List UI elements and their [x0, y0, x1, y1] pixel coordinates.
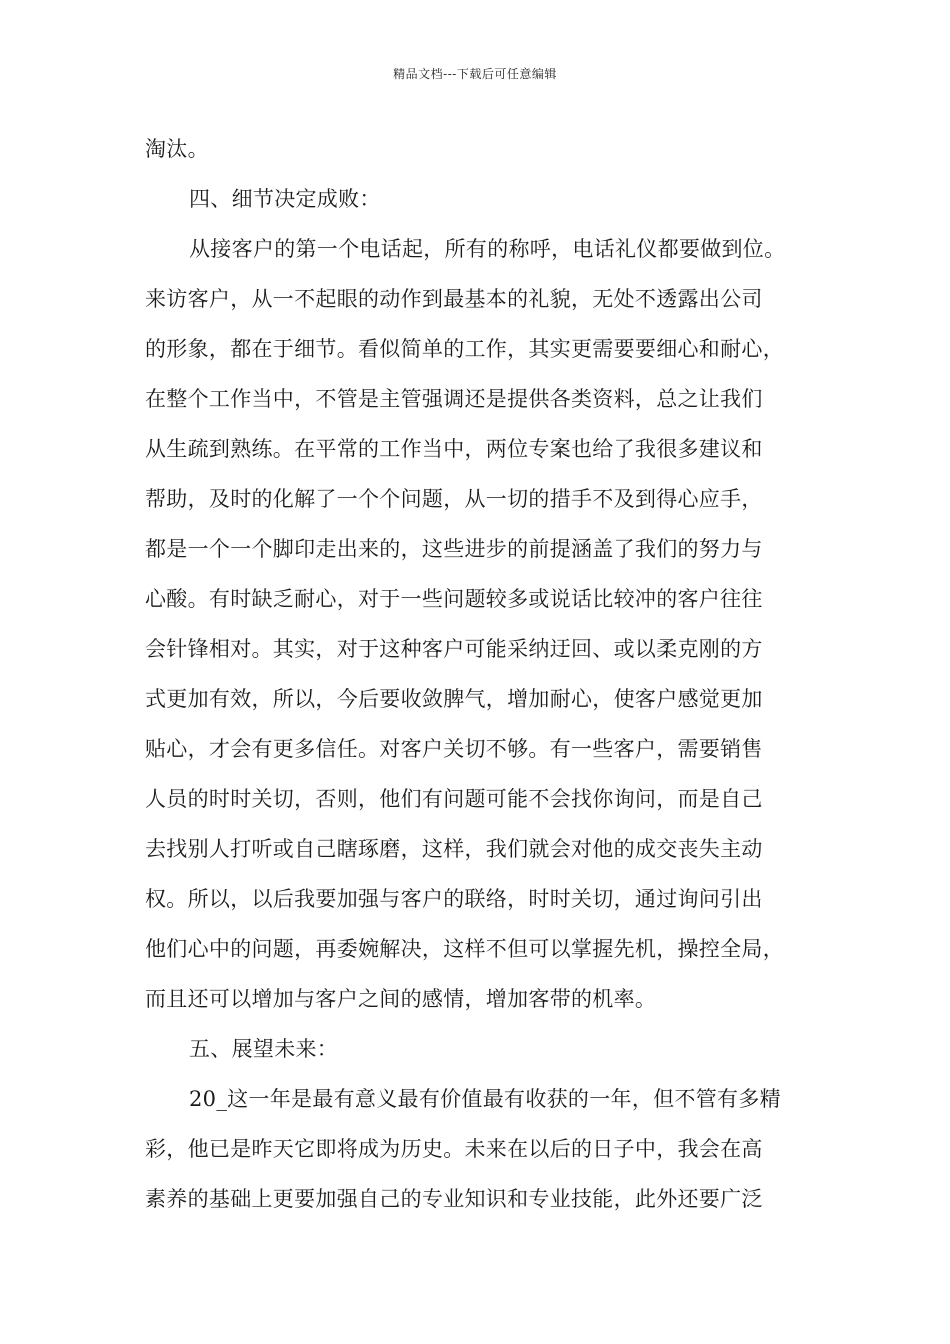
text-line: 贴心，才会有更多信任。对客户关切不够。有一些客户，需要销售	[145, 737, 763, 761]
section-heading-4: 四、细节决定成败：	[189, 187, 381, 211]
document-body	[145, 124, 825, 1224]
text-line: 淘汰。	[145, 137, 209, 161]
text-line: 都是一个一个脚印走出来的，这些进步的前提涵盖了我们的努力与	[145, 537, 763, 561]
text-line: 从生疏到熟练。在平常的工作当中，两位专案也给了我很多建议和	[145, 437, 763, 461]
text-line: 素养的基础上更要加强自己的专业知识和专业技能，此外还要广泛	[145, 1187, 763, 1211]
text-line: 式更加有效，所以，今后要收敛脾气，增加耐心，使客户感觉更加	[145, 687, 763, 711]
text-line: 而且还可以增加与客户之间的感情，增加客带的机率。	[145, 987, 657, 1011]
text-line: 人员的时时关切，否则，他们有问题可能不会找你询问，而是自己	[145, 787, 763, 811]
text-line: 权。所以，以后我要加强与客户的联络，时时关切，通过询问引出	[145, 887, 763, 911]
text-line: 会针锋相对。其实，对于这种客户可能采纳迂回、或以柔克刚的方	[145, 637, 763, 661]
text-line: 在整个工作当中，不管是主管强调还是提供各类资料，总之让我们	[145, 387, 763, 411]
text-line: 去找别人打听或自己瞎琢磨，这样，我们就会对他的成交丧失主动	[145, 837, 763, 861]
page-header: 精品文档---下载后可任意编辑	[393, 67, 557, 81]
text-line: 他们心中的问题，再委婉解决，这样不但可以掌握先机，操控全局，	[145, 937, 784, 961]
text-line: 20_这一年是最有意义最有价值最有收获的一年，但不管有多精	[189, 1087, 781, 1111]
text-line: 从接客户的第一个电话起，所有的称呼，电话礼仪都要做到位。	[189, 237, 786, 261]
text-line: 的形象，都在于细节。看似简单的工作，其实更需要要细心和耐心，	[145, 337, 784, 361]
text-line: 彩，他已是昨天它即将成为历史。未来在以后的日子中，我会在高	[145, 1137, 763, 1161]
text-line: 帮助，及时的化解了一个个问题，从一切的措手不及到得心应手，	[145, 487, 763, 511]
section-heading-5: 五、展望未来：	[189, 1037, 339, 1061]
text-line: 心酸。有时缺乏耐心，对于一些问题较多或说话比较冲的客户往往	[145, 587, 763, 611]
text-line: 来访客户，从一不起眼的动作到最基本的礼貌，无处不透露出公司	[145, 287, 763, 311]
